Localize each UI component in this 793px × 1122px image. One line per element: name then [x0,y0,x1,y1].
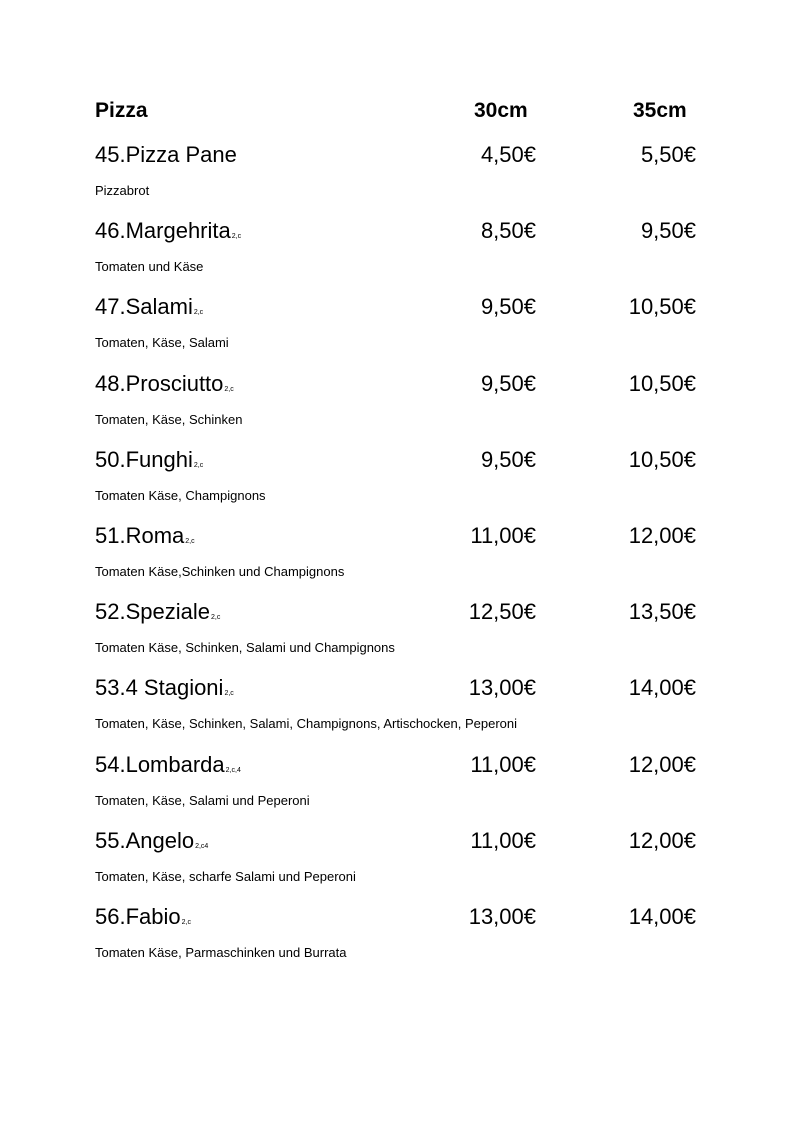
item-name [95,371,234,403]
item-name-text: 48.Prosciutto [95,371,224,396]
item-name [95,142,237,168]
item-description: Tomaten, Käse, Salami und Peperoni [95,793,310,808]
item-name-text: 52.Speziale [95,599,210,624]
price-30cm: 13,00€ [468,904,536,929]
item-description: Tomaten, Käse, scharfe Salami und Peperoni [95,869,356,884]
price-35cm: 13,50€ [628,599,696,624]
price-35cm: 10,50€ [628,294,696,319]
price-30cm: 12,50€ [468,599,536,624]
menu-item [0,523,793,593]
item-name [95,752,241,784]
item-name [95,828,208,860]
menu-header [0,98,793,126]
menu-item [0,142,793,212]
item-name-text: 50.Funghi [95,447,193,472]
price-30cm: 11,00€ [470,523,536,548]
item-description: Tomaten, Käse, Salami [95,335,229,350]
item-name-text: 45.Pizza Pane [95,142,237,167]
menu-item [0,752,793,822]
menu-item [0,675,793,745]
item-name-text: 53.4 Stagioni [95,675,224,700]
allergen-codes: 2,c [181,919,191,926]
item-name-text: 51.Roma [95,523,185,548]
item-description: Tomaten und Käse [95,259,204,274]
item-name-text: 54.Lombarda [95,752,225,777]
allergen-codes: 2,c [193,309,204,316]
price-35cm: 12,00€ [628,523,696,548]
price-35cm: 14,00€ [628,675,696,700]
item-name [95,294,203,326]
menu-item [0,904,793,974]
allergen-codes: 2,c [231,233,242,240]
item-description: Tomaten, Käse, Schinken [95,412,243,427]
allergen-codes: 2,c,4 [225,767,241,774]
price-30cm: 9,50€ [480,447,536,472]
item-description: Tomaten Käse, Schinken, Salami und Champignons [95,640,395,655]
menu-item [0,294,793,364]
allergen-codes: 2,c [210,614,221,621]
column-header-35cm: 35cm [633,99,687,122]
item-name [95,904,191,936]
column-header-30cm: 30cm [474,99,528,122]
price-35cm: 10,50€ [628,371,696,396]
item-name [95,599,220,631]
allergen-codes: 2,c [193,462,204,469]
item-description: Tomaten Käse, Champignons [95,488,266,503]
price-30cm: 4,50€ [480,142,536,167]
item-name [95,218,241,250]
menu-item [0,599,793,669]
item-name-text: 46.Margehrita [95,218,231,243]
allergen-codes: 2,c [185,538,195,545]
price-35cm: 14,00€ [628,904,696,929]
price-35cm: 9,50€ [640,218,696,243]
item-name-text: 55.Angelo [95,828,195,853]
item-name [95,675,234,707]
allergen-codes: 2,c [224,690,234,697]
price-30cm: 11,00€ [470,828,536,853]
menu-item [0,828,793,898]
menu-item [0,371,793,441]
item-name-text: 56.Fabio [95,904,181,929]
price-35cm: 5,50€ [640,142,696,167]
price-30cm: 11,00€ [470,752,536,777]
price-35cm: 10,50€ [628,447,696,472]
menu-item [0,447,793,517]
price-35cm: 12,00€ [628,752,696,777]
item-name [95,523,195,555]
item-description: Pizzabrot [95,183,150,198]
allergen-codes: 2,c4 [195,843,209,850]
item-description: Tomaten, Käse, Schinken, Salami, Champignons, Artischocken, Peperoni [95,716,518,731]
item-description: Tomaten Käse,Schinken und Champignons [95,564,345,579]
price-35cm: 12,00€ [628,828,696,853]
price-30cm: 9,50€ [480,371,536,396]
allergen-codes: 2,c [224,386,234,393]
item-description: Tomaten Käse, Parmaschinken und Burrata [95,945,347,960]
price-30cm: 9,50€ [480,294,536,319]
item-name [95,447,203,479]
section-title: Pizza [95,99,148,122]
price-30cm: 13,00€ [468,675,536,700]
item-name-text: 47.Salami [95,294,193,319]
menu-item [0,218,793,288]
price-30cm: 8,50€ [480,218,536,243]
